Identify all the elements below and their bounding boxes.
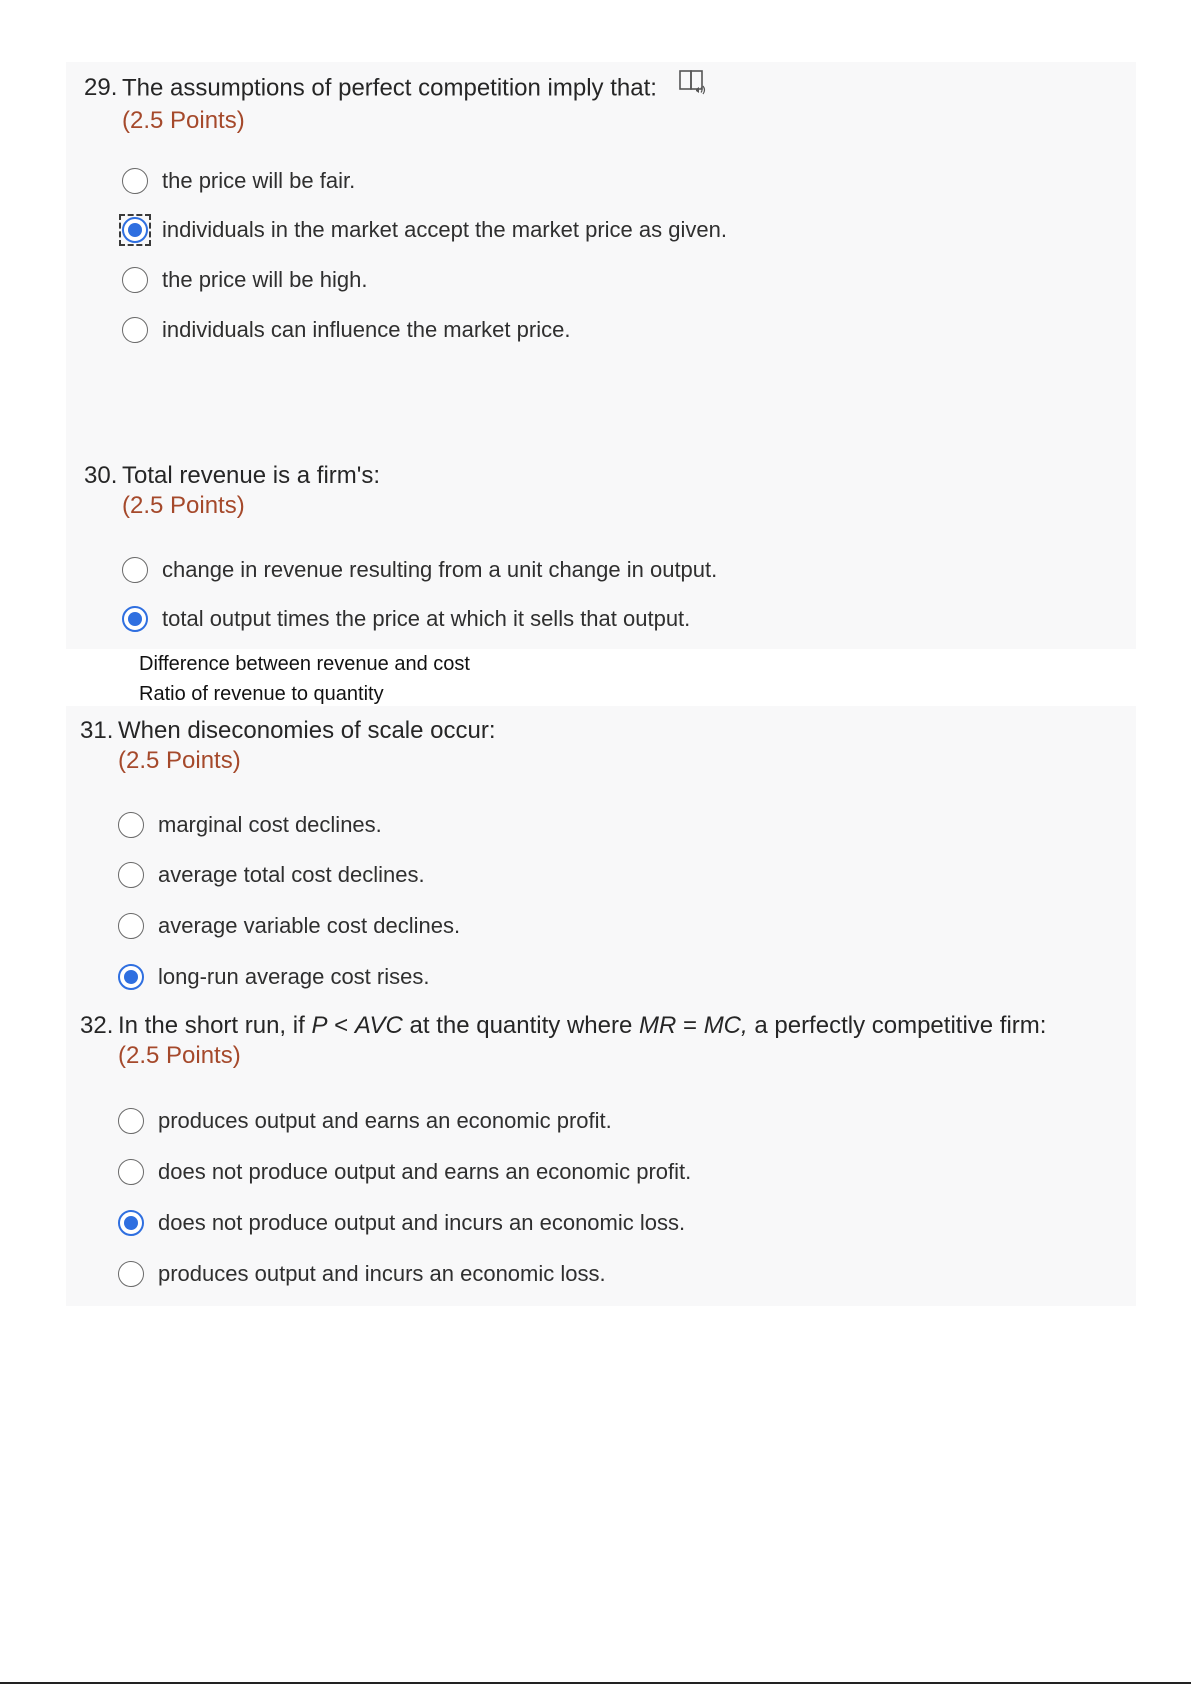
option-radio-row[interactable]: [118, 960, 429, 994]
option-label: average variable cost declines.: [158, 913, 461, 938]
radio-button[interactable]: [118, 862, 144, 888]
radio-button-selected[interactable]: [118, 1210, 144, 1236]
question-30-points: (2.5 Points): [122, 492, 245, 519]
page-bottom-rule: [0, 1682, 1191, 1684]
radio-button-selected[interactable]: [122, 217, 148, 243]
option-radio-row[interactable]: [118, 1257, 606, 1291]
question-29-header: [84, 72, 707, 106]
option-radio-row[interactable]: [118, 1206, 685, 1240]
question-29: [84, 72, 727, 342]
radio-button[interactable]: [118, 1159, 144, 1185]
radio-button[interactable]: [118, 913, 144, 939]
question-32-points: (2.5 Points): [118, 1042, 241, 1069]
question-29-points: (2.5 Points): [122, 107, 245, 134]
radio-button[interactable]: [118, 812, 144, 838]
question-text: The assumptions of perfect competition imply that:: [122, 74, 657, 102]
question-32: [80, 1011, 1047, 1286]
option-radio-row[interactable]: [122, 553, 717, 587]
option-radio-row[interactable]: [122, 313, 570, 347]
question-30-header: [84, 461, 380, 491]
option-radio-row[interactable]: [118, 1155, 691, 1189]
radio-button[interactable]: [118, 1261, 144, 1287]
question-31-points: (2.5 Points): [118, 747, 241, 774]
question-text: Total revenue is a firm's:: [122, 462, 381, 489]
question-31-header: [80, 716, 496, 746]
question-number: 29.: [84, 74, 118, 102]
option-label: the price will be high.: [162, 267, 368, 292]
extra-option-text: Difference between revenue and cost: [139, 653, 470, 675]
option-label: individuals can influence the market price.: [162, 317, 571, 342]
question-32-header: [80, 1011, 1046, 1041]
option-label: produces output and incurs an economic loss.: [158, 1261, 606, 1286]
option-label: marginal cost declines.: [158, 812, 382, 837]
immersive-reader-icon[interactable]: [679, 69, 707, 103]
question-number: 31.: [80, 717, 114, 744]
option-label: long-run average cost rises.: [158, 964, 430, 989]
radio-button[interactable]: [118, 1108, 144, 1134]
extra-option-text: Ratio of revenue to quantity: [139, 683, 384, 705]
question-text: In the short run, if P < AVC at the quantity where MR = MC, a perfectly competitive firm:: [118, 1012, 1047, 1039]
option-radio-row[interactable]: [122, 164, 355, 198]
option-label: average total cost declines.: [158, 862, 425, 887]
question-text: When diseconomies of scale occur:: [118, 717, 496, 744]
option-label: does not produce output and incurs an economic loss.: [158, 1210, 686, 1235]
question-30: [84, 461, 718, 631]
radio-button[interactable]: [122, 557, 148, 583]
option-label: total output times the price at which it sells that output.: [162, 606, 691, 631]
option-radio-row[interactable]: [118, 909, 460, 943]
option-radio-row[interactable]: [118, 858, 425, 892]
option-label: does not produce output and earns an economic profit.: [158, 1159, 692, 1184]
option-radio-row[interactable]: [122, 602, 690, 636]
option-label: individuals in the market accept the market price as given.: [162, 217, 727, 242]
radio-button-selected[interactable]: [118, 964, 144, 990]
option-label: the price will be fair.: [162, 168, 356, 193]
option-radio-row[interactable]: [122, 213, 727, 247]
option-radio-row[interactable]: [118, 808, 382, 842]
radio-button[interactable]: [122, 317, 148, 343]
radio-button[interactable]: [122, 168, 148, 194]
question-number: 30.: [84, 462, 118, 489]
radio-button-selected[interactable]: [122, 606, 148, 632]
question-number: 32.: [80, 1012, 114, 1039]
option-radio-row[interactable]: [118, 1104, 612, 1138]
radio-button[interactable]: [122, 267, 148, 293]
option-radio-row[interactable]: [122, 263, 367, 297]
question-31: [80, 716, 496, 989]
option-label: change in revenue resulting from a unit change in output.: [162, 557, 718, 582]
option-label: produces output and earns an economic profit.: [158, 1108, 612, 1133]
